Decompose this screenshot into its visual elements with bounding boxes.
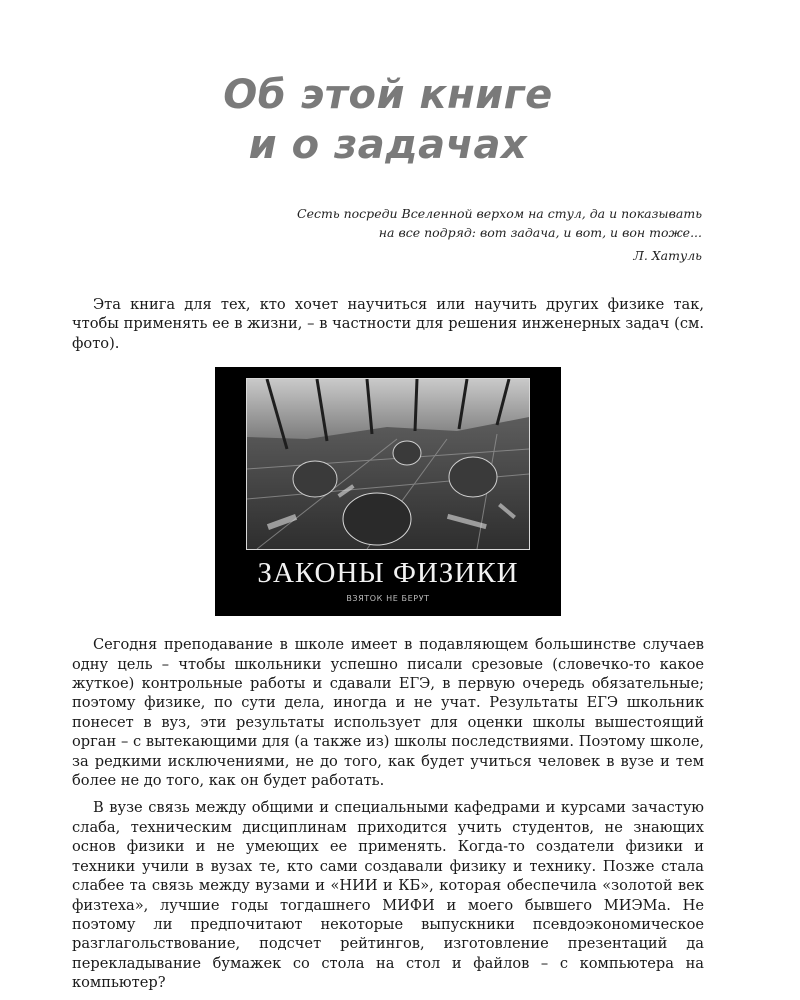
epigraph — [72, 204, 704, 265]
demotivator-poster — [215, 367, 561, 616]
epigraph-author: Л. Хатуль — [633, 248, 702, 263]
poster-title: ЗАКОНЫ ФИЗИКИ — [257, 557, 519, 590]
paragraph-3: В вузе связь между общими и специальными кафедрами и курсами зачастую слаба, техническим дисциплинам приходится учить студентов, не знающих основ физики и не умеющих ее применять. Когда-то создатели физики и техники учили в вузах те, кто сами создавали физику и технику. Позже стала слабее та связь между вузами и «НИИ и КБ», которая обеспечила «золотой век физтеха», лучшие годы тогдашнего МИФИ и моего бывшего МИЭМа. Не поэтому ли предпочитают некоторые выпускники псевдоэкономическое разглагольствование, подсчет рейтингов, изготовление презентаций да перекладывание бумажек со стола на стол и файлов – с компьютера на компьютер? — [72, 799, 704, 992]
epigraph-line-1: Сесть посреди Вселенной верхом на стул, да и показывать — [297, 206, 702, 221]
epigraph-line-2: на все подряд: вот задача, и вот, и вон тоже... — [378, 225, 702, 240]
document-page — [72, 0, 704, 1000]
poster-photo — [246, 378, 530, 550]
page-title-line-1: Об этой книге — [223, 72, 553, 118]
poster-subtitle: ВЗЯТОК НЕ БЕРУТ — [346, 594, 430, 604]
page-title-line-2: и о задачах — [248, 122, 528, 168]
page-title — [72, 70, 704, 170]
paragraph-1: Эта книга для тех, кто хочет научиться или научить других физике так, чтобы применять ее в жизни, – в частности для решения инженерных задач (см. фото). — [72, 296, 704, 352]
paragraph-2: Сегодня преподавание в школе имеет в подавляющем большинстве случаев одну цель – чтобы школьники успешно писали срезовые (словечко-то какое жуткое) контрольные работы и сдавали ЕГЭ, в первую очередь обязательные; поэтому физике, по сути дела, иногда и не учат. Результаты ЕГЭ школьник понесет в вуз, эти результаты использует для оценки школы вышестоящий орган – с вытекающими для (а также из) школы последствиями. Поэтому школе, за редкими исключениями, не до того, как будет учиться человек в вузе и тем более не до того, как он будет работать. — [72, 636, 704, 790]
turbine-hall-photo — [247, 379, 529, 549]
